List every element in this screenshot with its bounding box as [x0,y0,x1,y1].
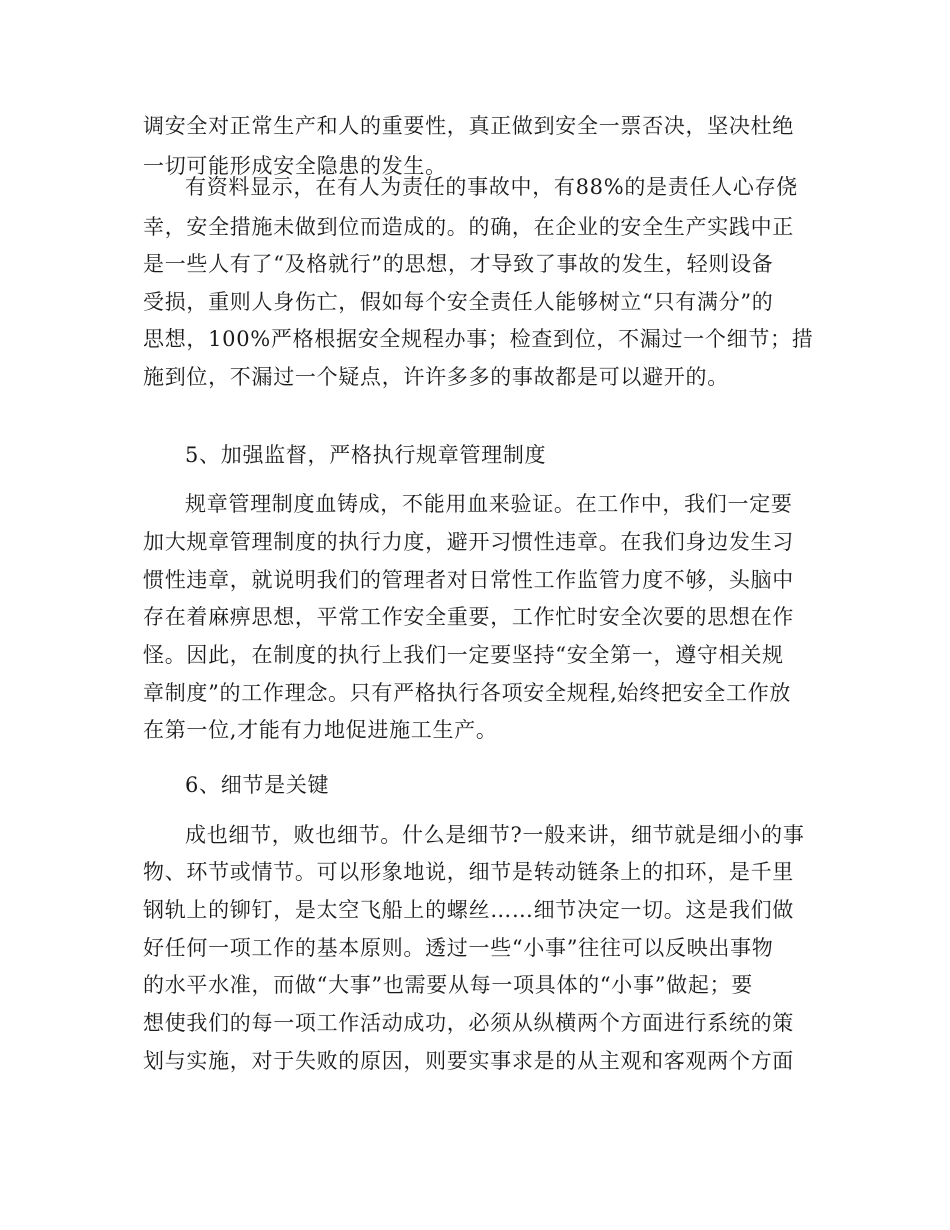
text-line: 施到位，不漏过一个疑点，许许多多的事故都是可以避开的。 [143,365,729,389]
text-line: 物、环节或情节。可以形象地说，细节是转动链条上的扣环，是千里 [143,860,794,884]
text-line: 的水平水准，而做“大事”也需要从每一项具体的“小事”做起；要 [143,973,753,997]
paragraph-first-line: 有资料显示，在有人为责任的事故中，有88%的是责任人心存侥 [185,175,798,199]
section-heading: 6、细节是关键 [185,773,330,797]
text-line: 章制度”的工作理念。只有严格执行各项安全规程,始终把安全工作放 [143,681,792,705]
text-line: 好任何一项工作的基本原则。透过一些“小事”往往可以反映出事物 [143,936,774,960]
text-line: 存在着麻痹思想，平常工作安全重要，工作忙时安全次要的思想在作 [143,605,794,629]
section-heading: 5、加强监督，严格执行规章管理制度 [185,443,547,467]
text-line: 划与实施，对于失败的原因，则要实事求是的从主观和客观两个方面 [143,1049,794,1073]
text-line: 想使我们的每一项工作活动成功，必须从纵横两个方面进行系统的策 [143,1011,794,1035]
paragraph-first-line: 规章管理制度血铸成，不能用血来验证。在工作中，我们一定要 [185,492,793,516]
text-line: 钢轨上的铆钉，是太空飞船上的螺丝……细节决定一切。这是我们做 [143,898,794,922]
text-line: 怪。因此，在制度的执行上我们一定要坚持“安全第一，遵守相关规 [143,643,784,667]
text-line: 是一些人有了“及格就行”的思想，才导致了事故的发生，轻则设备 [143,252,774,276]
paragraph-first-line: 成也细节，败也细节。什么是细节?一般来讲，细节就是细小的事 [185,823,805,847]
text-line: 在第一位,才能有力地促进施工生产。 [143,718,498,742]
text-line: 思想，100%严格根据安全规程办事；检查到位，不漏过一个细节；措 [143,327,814,351]
text-line: 受损，重则人身伤亡，假如每个安全责任人能够树立“只有满分”的 [143,290,774,314]
text-line: 幸，安全措施未做到位而造成的。的确，在企业的安全生产实践中正 [143,215,794,239]
text-line: 调安全对正常生产和人的重要性，真正做到安全一票否决，坚决杜绝 [143,114,794,138]
text-line: 惯性违章，就说明我们的管理者对日常性工作监管力度不够，头脑中 [143,568,794,592]
text-line: 一切可能形成安全隐患的发生。 [143,154,447,178]
text-line: 加大规章管理制度的执行力度，避开习惯性违章。在我们身边发生习 [143,530,794,554]
